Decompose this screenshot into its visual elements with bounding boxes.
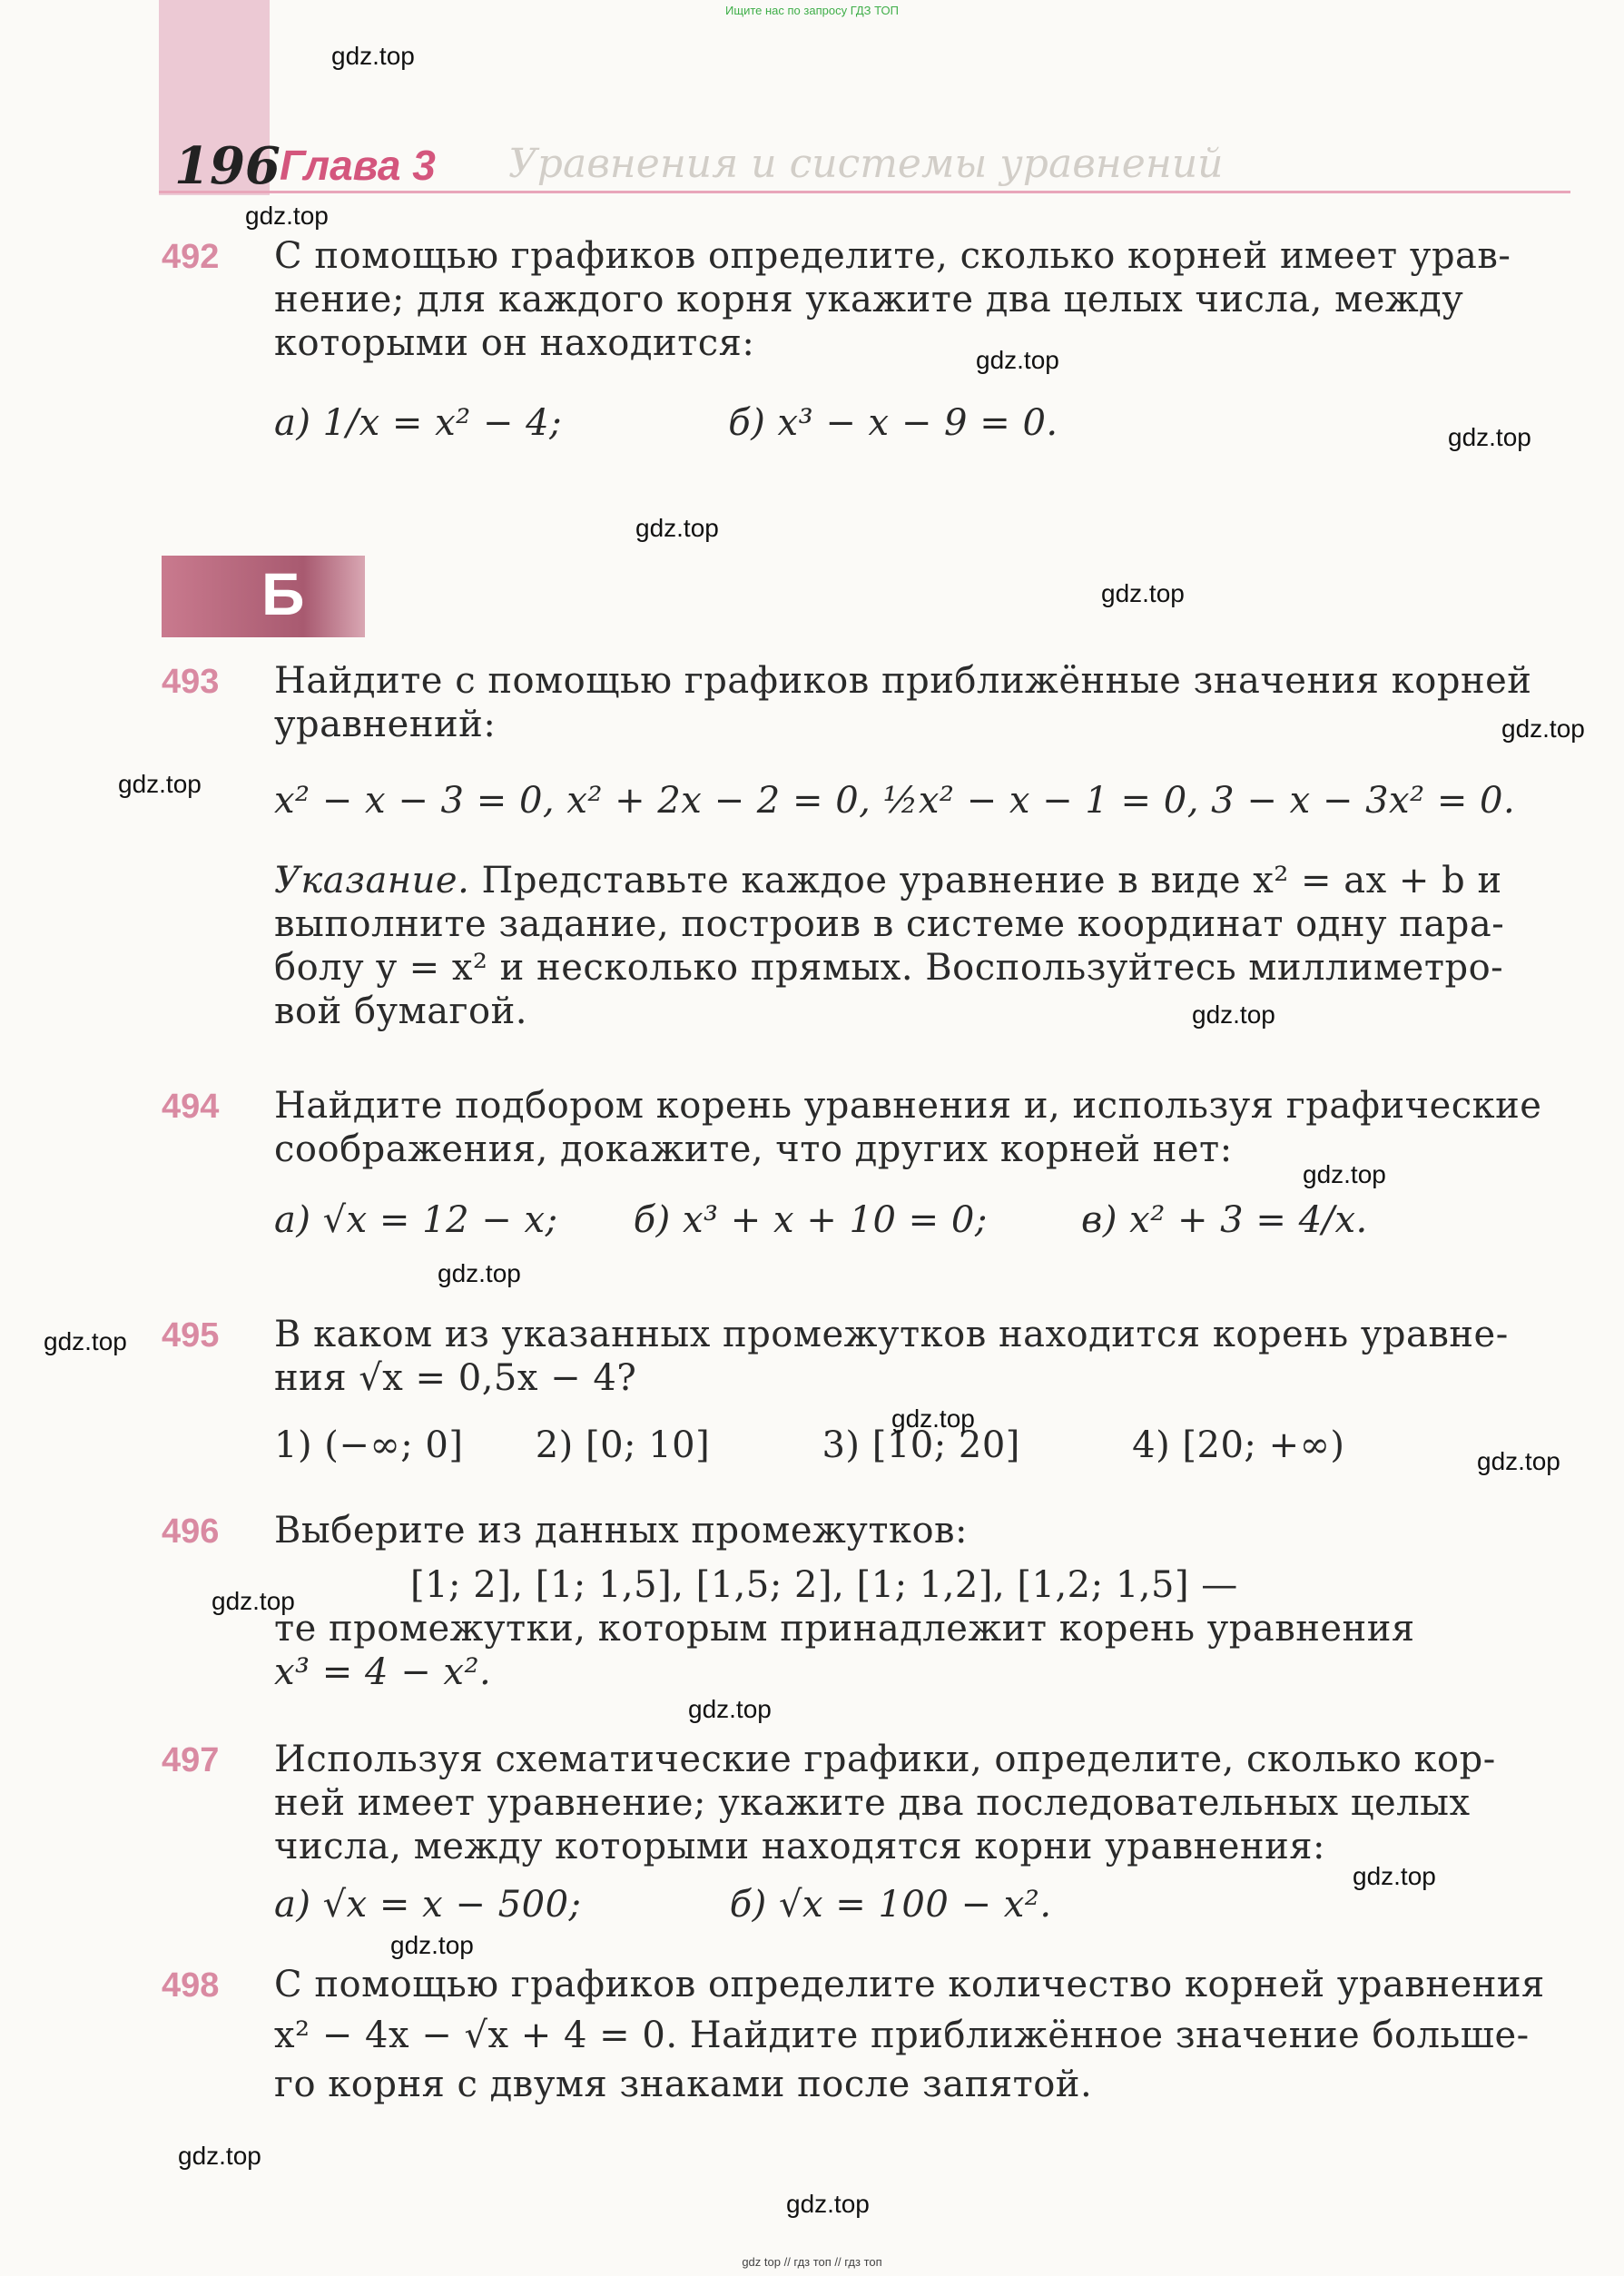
task-text: которыми он находится: <box>274 322 755 364</box>
top-banner: Ищите нас по запросу ГДЗ ТОП <box>725 4 899 17</box>
task-text: ния √x = 0,5x − 4? <box>274 1357 637 1399</box>
equation-a: а) √x = 12 − x; <box>274 1199 558 1241</box>
watermark: gdz.top <box>1303 1160 1386 1188</box>
task-text: В каком из указанных промежутков находится корень уравне- <box>274 1314 1509 1355</box>
task-number: 497 <box>162 1741 220 1779</box>
hint-text: выполните задание, построив в системе координат одну пара- <box>274 903 1505 945</box>
equation-b: б) x³ − x − 9 = 0. <box>728 402 1058 444</box>
page-number: 196 <box>174 136 281 196</box>
task-text: числа, между которыми находятся корни уравнения: <box>274 1826 1325 1867</box>
task-text: Найдите с помощью графиков приближённые значения корней <box>274 660 1532 702</box>
intervals-row: [1; 2], [1; 1,5], [1,5; 2], [1; 1,2], [1,2; 1,5] — <box>410 1564 1238 1606</box>
watermark: gdz.top <box>245 202 329 230</box>
watermark: gdz.top <box>44 1327 127 1355</box>
bleed-through-text: Уравнения и системы уравнений <box>508 141 1224 187</box>
equation-b: б) x³ + x + 10 = 0; <box>633 1199 988 1241</box>
watermark: gdz.top <box>118 770 202 798</box>
task-text: нение; для каждого корня укажите два целых числа, между <box>274 279 1464 320</box>
watermark: gdz.top <box>891 1404 975 1433</box>
watermark: gdz.top <box>1501 714 1585 743</box>
task-number: 494 <box>162 1088 220 1126</box>
task-text: x² − 4x − √x + 4 = 0. Найдите приближённое значение больше- <box>274 2015 1530 2056</box>
task-text: Используя схематические графики, определите, сколько кор- <box>274 1739 1496 1780</box>
equations-row: x² − x − 3 = 0, x² + 2x − 2 = 0, ½x² − x − 1 = 0, 3 − x − 3x² = 0. <box>274 780 1516 822</box>
watermark: gdz.top <box>438 1259 521 1287</box>
chapter-title: Глава 3 <box>280 142 436 189</box>
section-letter: Б <box>261 560 305 627</box>
option-2: 2) [0; 10] <box>535 1424 711 1466</box>
task-495 <box>274 1313 1572 1467</box>
equation: x³ = 4 − x². <box>274 1651 492 1693</box>
watermark: gdz.top <box>688 1695 772 1723</box>
task-number: 492 <box>162 238 220 276</box>
task-493 <box>274 659 1572 1033</box>
option-1: 1) (−∞; 0] <box>274 1424 464 1466</box>
task-496 <box>274 1509 1572 1694</box>
task-text: уравнений: <box>274 704 497 745</box>
task-number: 498 <box>162 1966 220 2005</box>
equation-b: б) √x = 100 − x². <box>729 1884 1052 1926</box>
task-text: те промежутки, которым принадлежит корень уравнения <box>274 1608 1415 1650</box>
watermark: gdz.top <box>212 1587 295 1615</box>
task-text: ней имеет уравнение; укажите два последовательных целых <box>274 1782 1471 1824</box>
footer-note: gdz top // гдз топ // гдз топ <box>742 2255 882 2269</box>
equation-c: в) x² + 3 = 4/x. <box>1081 1199 1368 1241</box>
watermark: gdz.top <box>1448 423 1531 451</box>
task-number: 495 <box>162 1316 220 1355</box>
watermark: gdz.top <box>178 2142 261 2170</box>
hint-text: болу y = x² и несколько прямых. Воспользуйтесь миллиметро- <box>274 947 1504 989</box>
option-3: 3) [10; 20] <box>822 1424 1020 1466</box>
watermark: gdz.top <box>331 42 415 70</box>
task-number: 493 <box>162 663 220 701</box>
task-text: С помощью графиков определите количество корней уравнения <box>274 1964 1545 2005</box>
equation-a: а) 1/x = x² − 4; <box>274 402 563 444</box>
watermark: gdz.top <box>1477 1447 1560 1475</box>
task-text: Найдите подбором корень уравнения и, используя графические <box>274 1085 1542 1127</box>
task-492 <box>274 234 1572 445</box>
task-text: го корня с двумя знаками после запятой. <box>274 2064 1093 2105</box>
watermark: gdz.top <box>1192 1000 1275 1029</box>
hint-label: Указание. <box>274 860 470 902</box>
watermark: gdz.top <box>390 1931 474 1959</box>
header-rule <box>159 191 1570 193</box>
watermark: gdz.top <box>1101 579 1185 607</box>
task-text: Выберите из данных промежутков: <box>274 1510 969 1552</box>
task-text: соображения, докажите, что других корней нет: <box>274 1128 1233 1170</box>
task-number: 496 <box>162 1512 220 1551</box>
task-498 <box>274 1963 1572 2106</box>
equation-a: а) √x = x − 500; <box>274 1884 582 1926</box>
task-text: С помощью графиков определите, сколько корней имеет урав- <box>274 235 1511 277</box>
watermark: gdz.top <box>976 346 1059 374</box>
hint-text: вой бумагой. <box>274 990 527 1032</box>
task-497 <box>274 1738 1572 1926</box>
watermark: gdz.top <box>1353 1862 1436 1890</box>
hint-text: Представьте каждое уравнение в виде x² = ax + b и <box>481 860 1502 902</box>
watermark: gdz.top <box>635 514 719 542</box>
option-4: 4) [20; +∞) <box>1132 1424 1345 1466</box>
watermark: gdz.top <box>786 2190 870 2218</box>
